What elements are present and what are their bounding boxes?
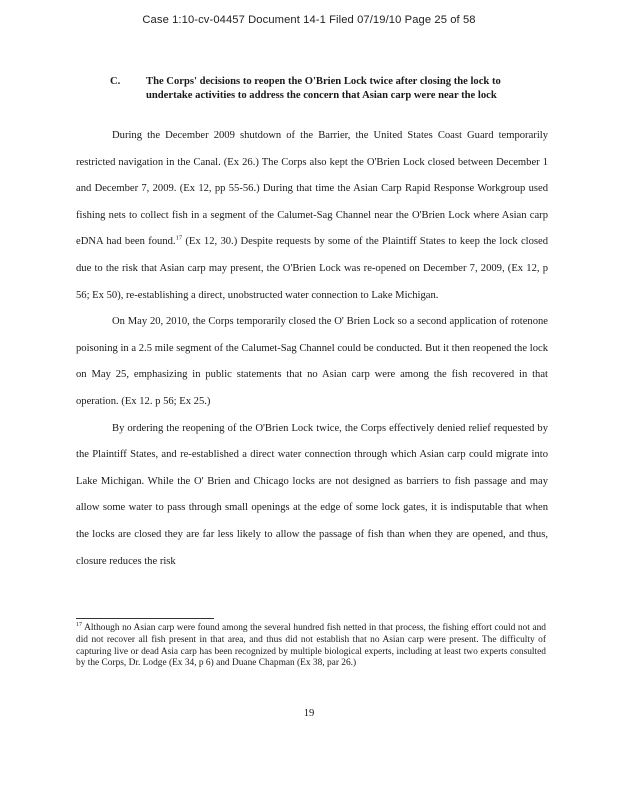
footnote-reference: 17 <box>175 234 183 242</box>
paragraph-1-text-a: During the December 2009 shutdown of the Barrier, the United States Coast Guard temporarily restricted navigation in the Canal. (Ex 26.) The Corps also kept the O'Brien Lock closed between December 1 and December 7, 2009. (Ex 12, pp 55-56.) During that time the Asian Carp Rapid Response Workgroup used fishing nets to collect fish in a segment of the Calumet-Sag Channel near the O'Brien Lock where Asian carp eDNA had been found. <box>76 130 548 248</box>
paragraph-2: On May 20, 2010, the Corps temporarily closed the O' Brien Lock so a second application of rotenone poisoning in a 2.5 mile segment of the Calumet-Sag Channel could be conducted. But it then reopened the lock on May 25, emphasizing in public statements that no Asian carp were among the fish recovered in that operation. (Ex 12. p 56; Ex 25.) <box>76 316 548 407</box>
section-letter: C. <box>110 76 121 87</box>
paragraph-1 <box>76 123 548 309</box>
body-text <box>76 123 548 575</box>
case-header: Case 1:10-cv-04457 Document 14-1 Filed 07/19/10 Page 25 of 58 <box>142 14 476 26</box>
footnote <box>76 623 546 670</box>
footnote-divider <box>76 618 214 619</box>
section-title: The Corps' decisions to reopen the O'Brien Lock twice after closing the lock to undertake activities to address the concern that Asian carp were near the lock <box>146 76 501 101</box>
footnote-number: 17 <box>76 621 82 628</box>
page-number: 19 <box>303 708 315 719</box>
paragraph-1-text-b: (Ex 12, 30.) Despite requests by some of the Plaintiff States to keep the lock closed due to the risk that Asian carp may present, the O'Brien Lock was re-opened on December 7, 2009, (Ex 12, p 56; Ex 50), re-establishing a direct, unobstructed water connection to Lake Michigan. <box>76 236 549 301</box>
paragraph-3: By ordering the reopening of the O'Brien Lock twice, the Corps effectively denied relief requested by the Plaintiff States, and re-established a direct water connection through which Asian carp could migrate into Lake Michigan. While the O' Brien and Chicago locks are not designed as barriers to fish passage and may allow some water to pass through small openings at the edge of some lock gates, it is indisputable that when the locks are closed they are far less likely to allow the passage of fish than when they are opened, and thus, closure reduces the risk <box>76 422 548 567</box>
section-heading <box>110 75 530 102</box>
footnote-text: Although no Asian carp were found among the several hundred fish netted in that process, the fishing effort could not and did not recover all fish present in that area, and thus did not establish that no Asian carp were present. The difficulty of capturing live or dead Asia carp has been recognized by multiple biological experts, including at least two experts consulted by the Corps, Dr. Lodge (Ex 34, p 6) and Duane Chapman (Ex 38, par 26.) <box>76 623 546 669</box>
